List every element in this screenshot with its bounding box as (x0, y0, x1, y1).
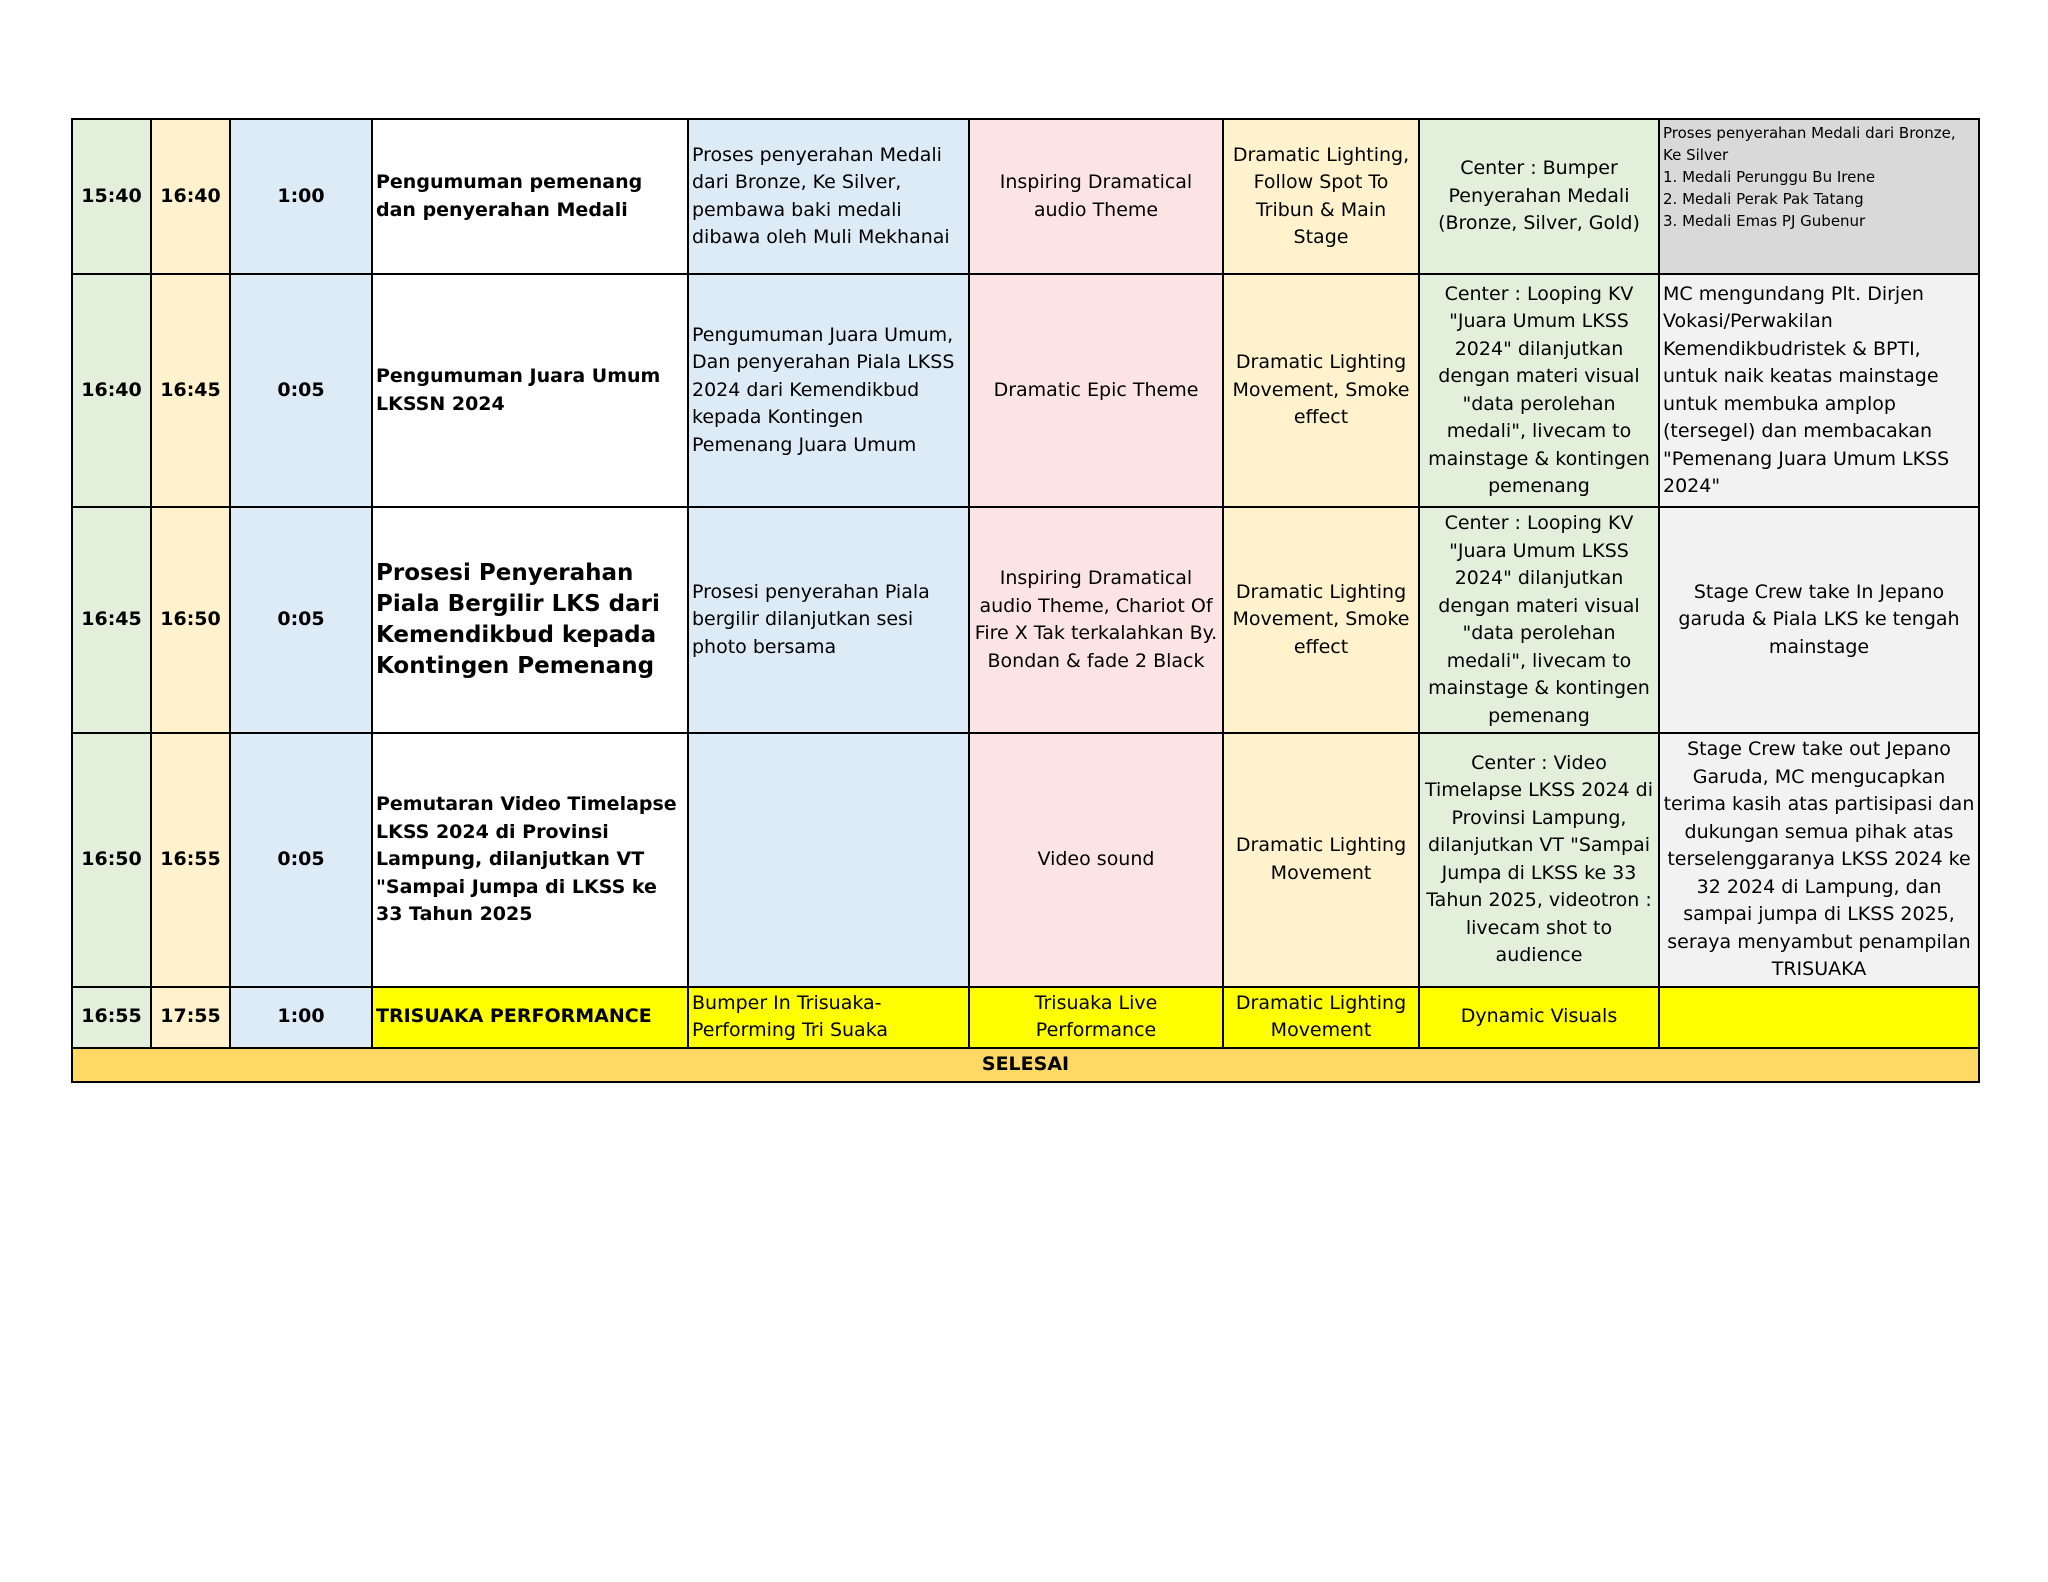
visual-cell: Center : Video Timelapse LKSS 2024 di Provinsi Lampung, dilanjutkan VT "Sampai Jumpa di LKSS ke 33 Tahun 2025, videotron : livecam shot to audience (1419, 733, 1659, 987)
lighting-cell: Dramatic Lighting Movement, Smoke effect (1223, 274, 1419, 507)
selesai-label: SELESAI (72, 1048, 1979, 1082)
start-time-cell: 16:40 (72, 274, 151, 507)
notes-line: 3. Medali Emas PJ Gubenur (1663, 212, 1866, 230)
description-cell: Pengumuman Juara Umum, Dan penyerahan Piala LKSS 2024 dari Kemendikbud kepada Kontingen Pemenang Juara Umum (688, 274, 969, 507)
end-time-cell: 16:45 (151, 274, 230, 507)
end-time-cell: 17:55 (151, 987, 230, 1048)
duration-cell: 1:00 (230, 119, 372, 274)
start-time-cell: 16:50 (72, 733, 151, 987)
audio-cell: Trisuaka Live Performance (969, 987, 1223, 1048)
notes-cell: Stage Crew take out Jepano Garuda, MC mengucapkan terima kasih atas partisipasi dan dukungan semua pihak atas terselenggaranya LKSS 2024 ke 32 2024 di Lampung, dan sampai jumpa di LKSS 2025, seraya menyambut penampilan TRISUAKA (1659, 733, 1979, 987)
duration-cell: 1:00 (230, 987, 372, 1048)
table-row (72, 733, 1979, 987)
notes-line: 2. Medali Perak Pak Tatang (1663, 190, 1864, 208)
activity-cell: Pengumuman Juara Umum LKSSN 2024 (372, 274, 688, 507)
activity-cell: Prosesi Penyerahan Piala Bergilir LKS dari Kemendikbud kepada Kontingen Pemenang (372, 507, 688, 733)
lighting-cell: Dramatic Lighting Movement, Smoke effect (1223, 507, 1419, 733)
lighting-cell: Dramatic Lighting, Follow Spot To Tribun & Main Stage (1223, 119, 1419, 274)
audio-cell: Inspiring Dramatical audio Theme, Chariot Of Fire X Tak terkalahkan By. Bondan & fade 2 Black (969, 507, 1223, 733)
activity-cell: TRISUAKA PERFORMANCE (372, 987, 688, 1048)
duration-cell: 0:05 (230, 274, 372, 507)
activity-cell: Pemutaran Video Timelapse LKSS 2024 di Provinsi Lampung, dilanjutkan VT "Sampai Jumpa di LKSS ke 33 Tahun 2025 (372, 733, 688, 987)
start-time-cell: 15:40 (72, 119, 151, 274)
lighting-cell: Dramatic Lighting Movement (1223, 987, 1419, 1048)
visual-cell: Center : Looping KV "Juara Umum LKSS 2024" dilanjutkan dengan materi visual "data perolehan medali", livecam to mainstage & kontingen pemenang (1419, 507, 1659, 733)
description-cell (688, 733, 969, 987)
notes-cell: MC mengundang Plt. Dirjen Vokasi/Perwakilan Kemendikbudristek & BPTI, untuk naik keatas mainstage untuk membuka amplop (tersegel) dan membacakan "Pemenang Juara Umum LKSS 2024" (1659, 274, 1979, 507)
lighting-cell: Dramatic Lighting Movement (1223, 733, 1419, 987)
duration-cell: 0:05 (230, 733, 372, 987)
audio-cell: Inspiring Dramatical audio Theme (969, 119, 1223, 274)
description-cell: Bumper In Trisuaka-Performing Tri Suaka (688, 987, 969, 1048)
activity-cell: Pengumuman pemenang dan penyerahan Medali (372, 119, 688, 274)
description-cell: Prosesi penyerahan Piala bergilir dilanjutkan sesi photo bersama (688, 507, 969, 733)
end-time-cell: 16:50 (151, 507, 230, 733)
rundown-table (71, 118, 1980, 1083)
start-time-cell: 16:45 (72, 507, 151, 733)
notes-cell (1659, 987, 1979, 1048)
rundown-sheet (71, 118, 1978, 1083)
duration-cell: 0:05 (230, 507, 372, 733)
audio-cell: Video sound (969, 733, 1223, 987)
notes-cell (1659, 119, 1979, 274)
end-time-cell: 16:55 (151, 733, 230, 987)
table-row (72, 119, 1979, 274)
notes-line: Proses penyerahan Medali dari Bronze, Ke Silver (1663, 124, 1956, 164)
visual-cell: Center : Looping KV "Juara Umum LKSS 2024" dilanjutkan dengan materi visual "data perolehan medali", livecam to mainstage & kontingen pemenang (1419, 274, 1659, 507)
description-cell: Proses penyerahan Medali dari Bronze, Ke Silver, pembawa baki medali dibawa oleh Muli Mekhanai (688, 119, 969, 274)
audio-cell: Dramatic Epic Theme (969, 274, 1223, 507)
start-time-cell: 16:55 (72, 987, 151, 1048)
notes-cell: Stage Crew take In Jepano garuda & Piala LKS ke tengah mainstage (1659, 507, 1979, 733)
visual-cell: Dynamic Visuals (1419, 987, 1659, 1048)
table-row (72, 507, 1979, 733)
footer-row (72, 1048, 1979, 1082)
end-time-cell: 16:40 (151, 119, 230, 274)
table-row (72, 274, 1979, 507)
notes-line: 1. Medali Perunggu Bu Irene (1663, 168, 1876, 186)
visual-cell: Center : Bumper Penyerahan Medali (Bronze, Silver, Gold) (1419, 119, 1659, 274)
table-row (72, 987, 1979, 1048)
